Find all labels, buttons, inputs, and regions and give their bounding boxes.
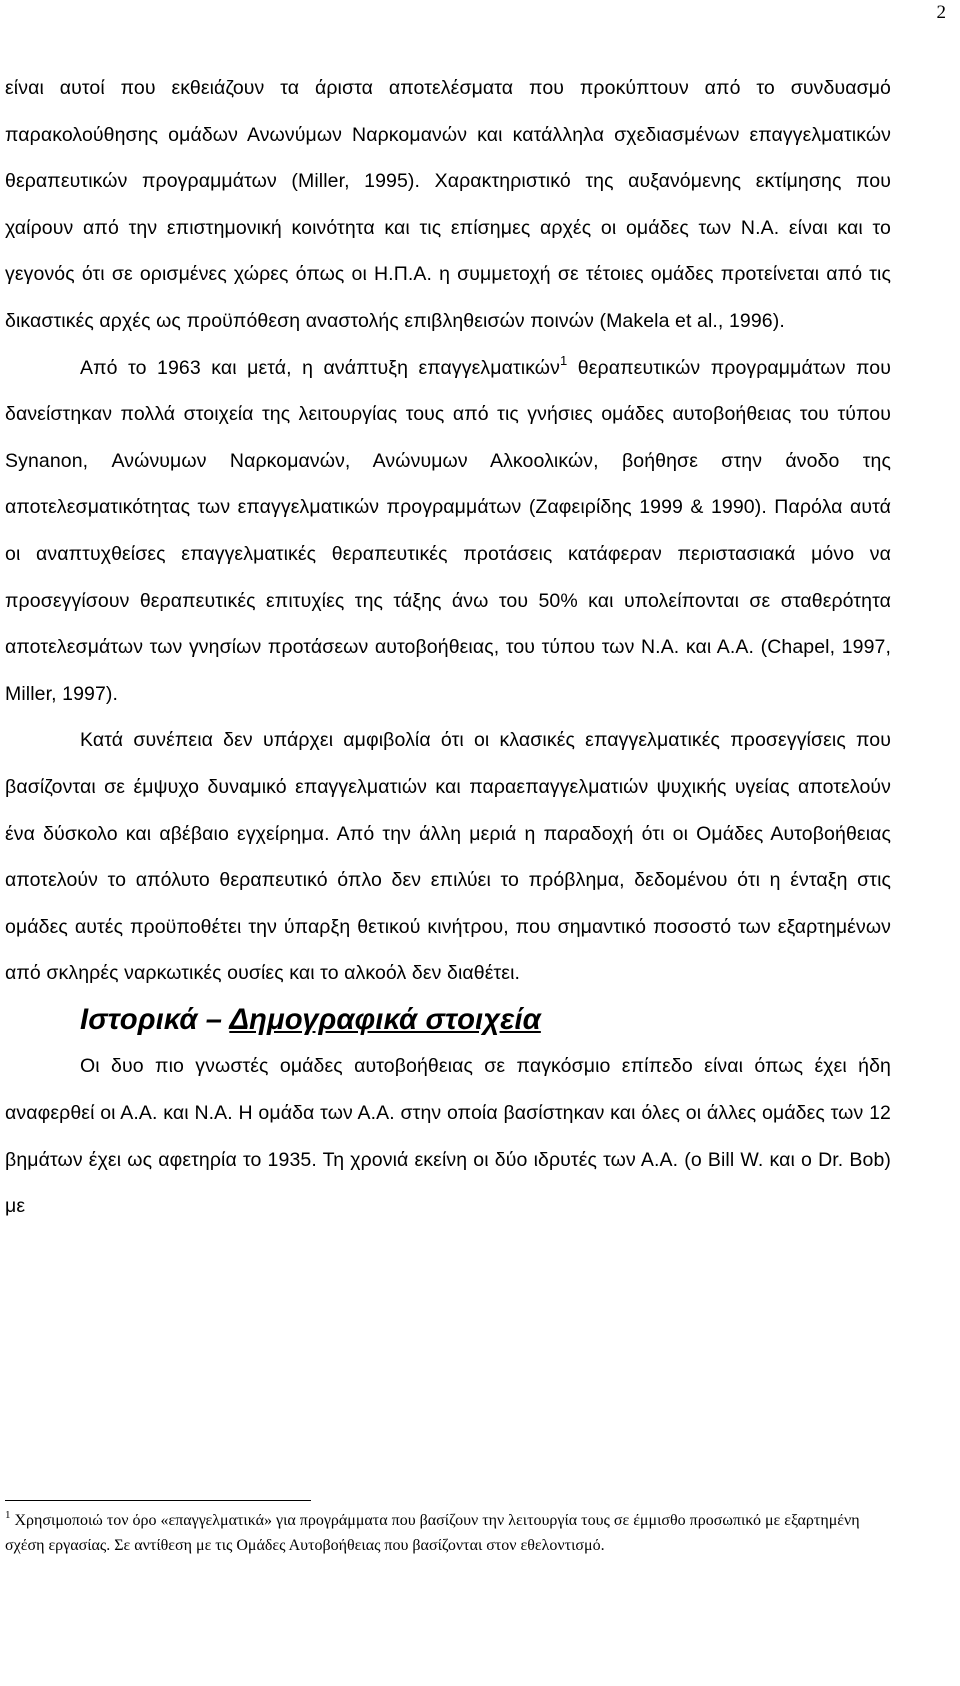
paragraph-2-start: Από το 1963 και μετά, η ανάπτυξη επαγγελματικών [80, 356, 560, 379]
section-heading-part-2: Δημογραφικά στοιχεία [229, 1003, 541, 1036]
document-body [5, 65, 891, 1230]
section-heading-part-1: Ιστορικά – [80, 1003, 230, 1036]
section-heading [5, 997, 891, 1044]
paragraph-2 [5, 345, 891, 718]
paragraph-1: είναι αυτοί που εκθειάζουν τα άριστα αποτελέσματα που προκύπτουν από το συνδυασμό παρακολούθησης ομάδων Ανωνύμων Ναρκομανών και κατάλληλα σχεδιασμένων επαγγελματικών θεραπευτικών προγραμμάτων (Miller, 1995). Χαρακτηριστικό της αυξανόμενης εκτίμησης που χαίρουν από την επιστημονική κοινότητα και τις επίσημες αρχές οι ομάδες των Ν.Α. είναι και το γεγονός ότι σε ορισμένες χώρες όπως οι Η.Π.Α. η συμμετοχή σε τέτοιες ομάδες προτείνεται από τις δικαστικές αρχές ως προϋπόθεση αναστολής επιβληθεισών ποινών (Makela et al., 1996). [5, 77, 891, 332]
footnote-marker: 1 [5, 1509, 11, 1521]
footnote-reference[interactable]: 1 [560, 352, 568, 368]
page-number: 2 [936, 2, 946, 23]
footnote [5, 1508, 891, 1558]
footnote-separator [5, 1500, 311, 1501]
paragraph-4: Οι δυο πιο γνωστές ομάδες αυτοβοήθειας σε παγκόσμιο επίπεδο είναι όπως έχει ήδη αναφερθεί οι Α.Α. και Ν.Α. Η ομάδα των Α.Α. στην οποία βασίστηκαν και όλες οι άλλες ομάδες των 12 βημάτων έχει ως αφετηρία το 1935. Τη χρονιά εκείνη οι δύο ιδρυτές των Α.Α. (ο Bill W. και ο Dr. Bob) με [5, 1055, 891, 1218]
footnote-text: Χρησιμοποιώ τον όρο «επαγγελματικά» για προγράμματα που βασίζουν την λειτουργία τους σε έμμισθο προσωπικό με εξαρτημένη σχέση εργασίας. Σε αντίθεση με τις Ομάδες Αυτοβοήθειας που βασίζονται στον εθελοντισμό. [5, 1512, 860, 1554]
paragraph-3: Κατά συνέπεια δεν υπάρχει αμφιβολία ότι οι κλασικές επαγγελματικές προσεγγίσεις που βασίζονται σε έμψυχο δυναμικό επαγγελματιών και παραεπαγγελματιών ψυχικής υγείας αποτελούν ένα δύσκολο και αβέβαιο εγχείρημα. Από την άλλη μεριά η παραδοχή ότι οι Ομάδες Αυτοβοήθειας αποτελούν το απόλυτο θεραπευτικό όπλο δεν επιλύει το πρόβλημα, δεδομένου ότι η ένταξη στις ομάδες αυτές προϋποθέτει την ύπαρξη θετικού κινήτρου, που σημαντικό ποσοστό των εξαρτημένων από σκληρές ναρκωτικές ουσίες και το αλκοόλ δεν διαθέτει. [5, 729, 891, 985]
paragraph-2-rest: θεραπευτικών προγραμμάτων που δανείστηκαν πολλά στοιχεία της λειτουργίας τους από τις γνήσιες ομάδες αυτοβοήθειας του τύπου Synanon, Ανώνυμων Ναρκομανών, Ανώνυμων Αλκοολικών, βοήθησε στην άνοδο της αποτελεσματικότητας των επαγγελματικών προγραμμάτων (Ζαφειρίδης 1999 & 1990). Παρόλα αυτά οι αναπτυχθείσες επαγγελματικές θεραπευτικές προτάσεις κατάφεραν περιστασιακά μόνο να προσεγγίσουν θεραπευτικές επιτυχίες της τάξης άνω του 50% και υπολείπονται σε σταθερότητα αποτελεσμάτων των γνησίων προτάσεων αυτοβοήθειας, του τύπου των Ν.Α. και Α.Α. (Chapel, 1997, Miller, 1997). [5, 356, 891, 705]
